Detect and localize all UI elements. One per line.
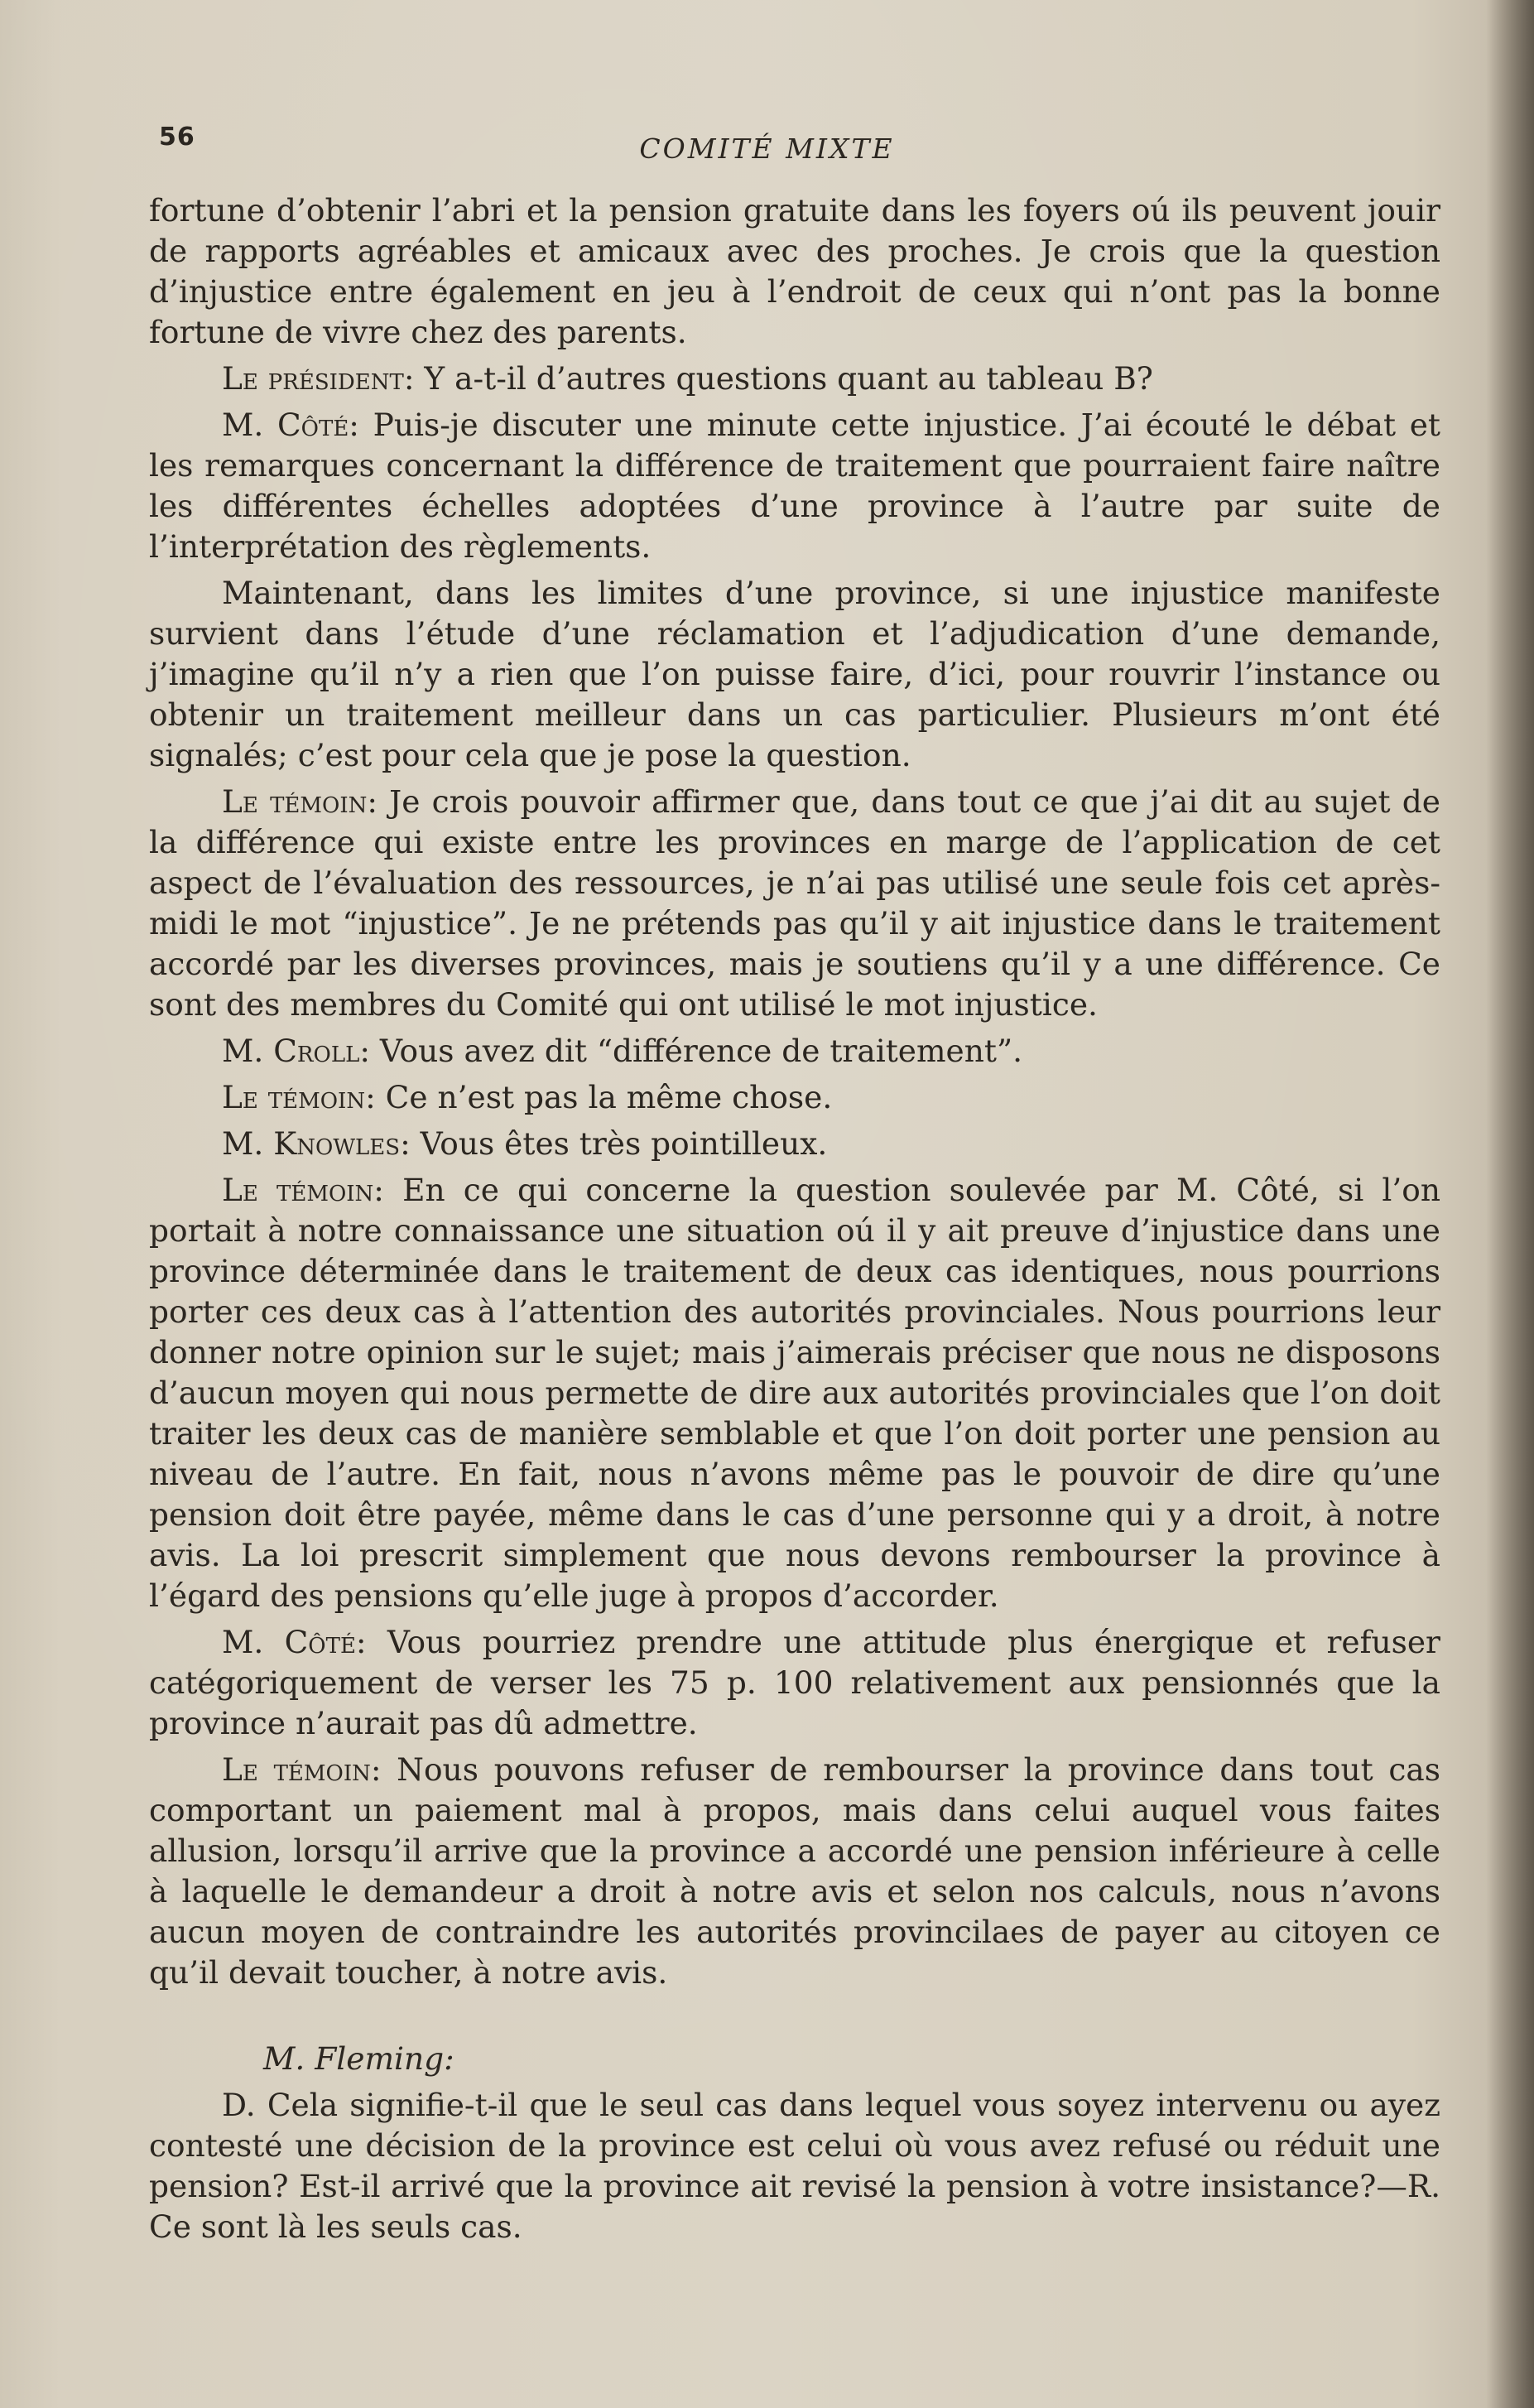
paragraph-2 — [149, 359, 1440, 399]
paragraph-10 — [149, 1622, 1440, 1744]
paragraph-4 — [149, 573, 1440, 776]
paragraph-5-text: Je crois pouvoir affirmer que, dans tout ce que j’ai dit au sujet de la différence qui existe entre les provinces en marge de l’application de cet aspect de l’évaluation des ressources, je n’ai pas utilisé une seule fois cet après-midi le mot “injustice”. Je ne prétends pas qu’il y ait injustice dans le traitement accordé par les diverses provinces, mais je soutiens qu’il y a une différence. Ce sont des membres du Comité qui ont utilisé le mot injustice. — [149, 783, 1440, 1023]
running-head: COMITÉ MIXTE — [639, 132, 895, 165]
speaker-label: M. Côté: — [222, 1624, 367, 1660]
paragraph-8-text: Vous êtes très pointilleux. — [410, 1125, 828, 1162]
questioner-heading: M. Fleming: — [263, 2040, 454, 2077]
paragraph-7-text: Ce n’est pas la même chose. — [375, 1079, 833, 1115]
speaker-label: M. Knowles: — [222, 1125, 411, 1162]
speaker-label: M. Croll: — [222, 1033, 370, 1069]
book-spine-shadow — [1486, 0, 1534, 2408]
section-gap — [149, 1999, 1440, 2039]
body-text — [149, 190, 1440, 2253]
paragraph-11-text: Nous pouvons refuser de rembourser la province dans tout cas comportant un paiement mal à propos, mais dans celui auquel vous faites allusion, lorsqu’il arrive que la province a accordé une pension inférieure à celle à laquelle le demandeur a droit à notre avis et selon nos calculs, nous n’avons aucun moyen de contraindre les autorités provincilaes de payer au citoyen ce qu’il devait toucher, à notre avis. — [149, 1751, 1440, 1991]
paragraph-6 — [149, 1031, 1440, 1072]
paragraph-7 — [149, 1077, 1440, 1118]
paragraph-9-text: En ce qui concerne la question soulevée par M. Côté, si l’on portait à notre connaissance une situation oú il y ait preuve d’injustice dans une province déterminée dans le traitement de deux cas identiques, nous pourrions porter ces deux cas à l’attention des autorités provinciales. Nous pourrions leur donner notre opinion sur le sujet; mais j’aimerais préciser que nous ne disposons d’aucun moyen qui nous permette de dire aux autorités provinciales que l’on doit traiter les deux cas de manière semblable et que l’on doit porter une pension au niveau de l’autre. En fait, nous n’avons même pas le pouvoir de dire qu’une pension doit être payée, même dans le cas d’une personne qui y a droit, à notre avis. La loi prescrit simplement que nous devons rembourser la province à l’égard des pensions qu’elle juge à propos d’accorder. — [149, 1172, 1440, 1614]
speaker-label: Le témoin: — [222, 1751, 382, 1788]
paragraph-5 — [149, 782, 1440, 1025]
paragraph-3 — [149, 405, 1440, 567]
paragraph-10-text: Vous pourriez prendre une attitude plus énergique et refuser catégoriquement de verser les 75 p. 100 relativement aux pensionnés que la province n’aurait pas dû admettre. — [149, 1624, 1440, 1741]
question-paragraph: D. Cela signifie-t-il que le seul cas dans lequel vous soyez intervenu ou ayez contesté une décision de la province est celui où vous avez refusé ou réduit une pension? Est-il arrivé que la province ait revisé la pension à votre insistance?—R. Ce sont là les seuls cas. — [149, 2087, 1440, 2245]
paragraph-2-text: Y a-t-il d’autres questions quant au tableau B? — [414, 360, 1153, 397]
page-number: 56 — [159, 123, 195, 152]
speaker-label: Le témoin: — [222, 1079, 376, 1115]
speaker-label: Le témoin: — [222, 783, 377, 820]
paragraph-1-text: fortune d’obtenir l’abri et la pension gratuite dans les foyers oú ils peuvent jouir de rapports agréables et amicaux avec des proches. Je crois que la question d’injustice entre également en jeu à l’endroit de ceux qui n’ont pas la bonne fortune de vivre chez des parents. — [149, 192, 1440, 350]
speaker-label: M. Côté: — [222, 407, 359, 443]
paragraph-1 — [149, 190, 1440, 353]
paragraph-8 — [149, 1124, 1440, 1164]
paragraph-9 — [149, 1170, 1440, 1616]
paragraph-11 — [149, 1750, 1440, 1993]
paragraph-6-text: Vous avez dit “différence de traitement”. — [370, 1033, 1023, 1069]
speaker-label: Le président: — [222, 360, 415, 397]
speaker-label: Le témoin: — [222, 1172, 384, 1208]
paragraph-3-text: Puis-je discuter une minute cette injustice. J’ai écouté le débat et les remarques concernant la différence de traitement que pourraient faire naître les différentes échelles adoptées d’une province à l’autre par suite de l’interprétation des règlements. — [149, 407, 1441, 565]
paragraph-4-text: Maintenant, dans les limites d’une province, si une injustice manifeste survient dans l’étude d’une réclamation et l’adjudication d’une demande, j’imagine qu’il n’y a rien que l’on puisse faire, d’ici, pour rouvrir l’instance ou obtenir un traitement meilleur dans un cas particulier. Plusieurs m’ont été signalés; c’est pour cela que je pose la question. — [149, 575, 1440, 773]
